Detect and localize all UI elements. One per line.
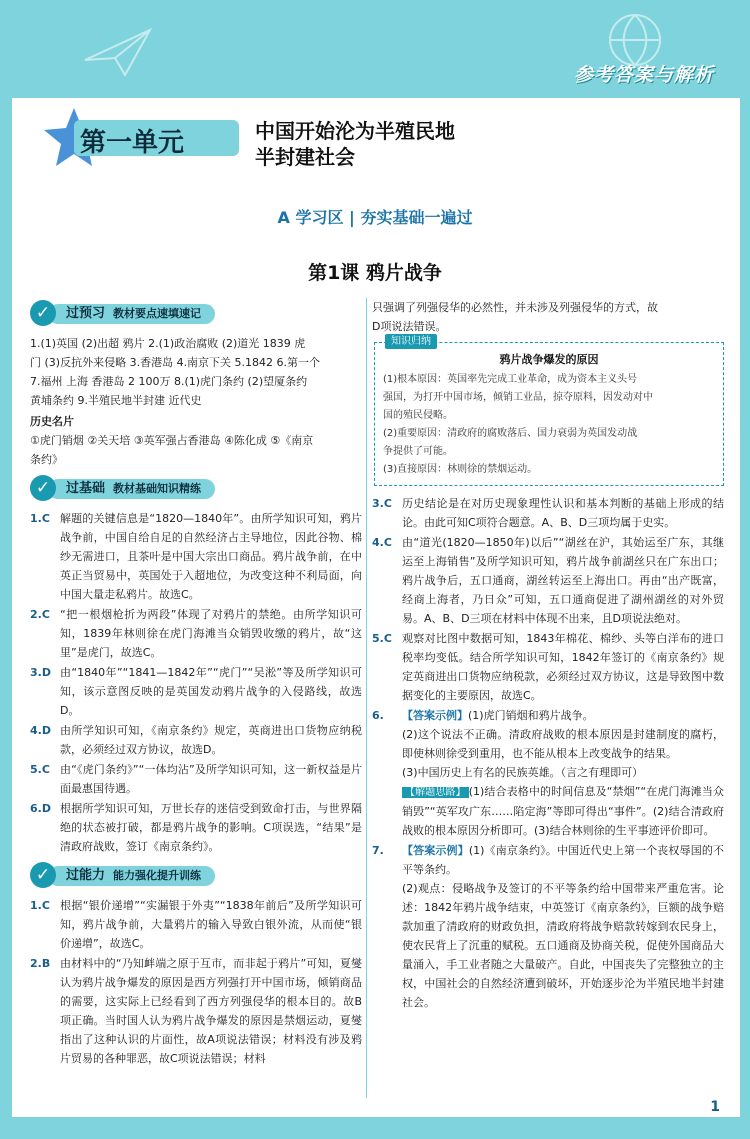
knowledge-box: 知识归纳 鸦片战争爆发的原因 (1)根本原因：英国率先完成工业革命，成为资本主义头号 强国，为打开中国市场，倾销工业品，掠夺原料，因发动对中 国的殖民侵略。 (2)重要原因：清政府的腐败落后、国力衰弱为英国发动战 争提供了可能。 (3)直接原因：林则徐的禁烟运动。 <box>374 342 724 486</box>
check-icon: ✓ <box>30 300 56 326</box>
section-pill: 过基础 教材基础知识精练 <box>48 479 215 499</box>
answer-item: 1.C 解题的关键信息是“1820—1840年”。由所学知识可知，鸦片战争前，中国自给自足的自然经济占主导地位，因此谷物、棉纱无需进口，且茶叶是中国大宗出口商品。鸦片战争前，在中英正当贸易中，英国处于入超地位，为改变这种不利局面，向中国大量走私鸦片。故选C。 <box>30 512 362 601</box>
right-border <box>740 98 750 1118</box>
section-preview <box>30 300 362 328</box>
preview-answers: 1.(1)英国 (2)出超 鸦片 2.(1)政治腐败 (2)道光 1839 虎 门 (3)反抗外来侵略 3.香港岛 4.南京下关 5.1842 6.第一个 7.福州 上海 香港岛 2 100万 8.(1)虎门条约 (2)望厦条约 黄埔条约 9.半殖民地半封建 近代史 <box>30 337 321 407</box>
section-basic <box>30 475 362 503</box>
hint-tag: 【解题思路】 <box>402 787 469 798</box>
knowledge-title: 鸦片战争爆发的原因 <box>499 353 599 366</box>
answer-item-7: 7. 【答案示例】(1)《南京条约》。中国近代史上第一个丧权辱国的不平等条约。 (2)观点：侵略战争及签订的不平等条约给中国带来严重危害。论述：1842年鸦片战争结束，中英签订《南京条约》，巨额的战争赔款加重了清政府的财政负担，清政府将战争赔款转嫁到农民身上，使农民背上了沉重的赋税。五口通商及协商关税，促使外国商品大量涌入，手工业者随之大量破产。自此，中国丧失了完整独立的主权，中国社会的自然经济遭到破坏，开始逐步沦为半殖民地半封建社会。 <box>372 844 724 1009</box>
answer-tag: 【答案示例】 <box>402 844 469 857</box>
unit-label: 第一单元 <box>80 128 185 158</box>
lesson-title: 第1课 鸦片战争 <box>308 262 442 284</box>
answer-item: 3.C 历史结论是在对历史现象理性认识和基本判断的基础上形成的结论。由此可知C项符合题意。A、B、D三项均属于史实。 <box>372 497 724 529</box>
section-ability <box>30 862 362 890</box>
footer-band <box>0 1117 750 1139</box>
answer-tag: 【答案示例】 <box>402 709 468 722</box>
check-icon: ✓ <box>30 475 56 501</box>
check-icon: ✓ <box>30 862 56 888</box>
right-column: 只强调了列强侵华的必然性，并未涉及列强侵华的方式，故 D项说法错误。 知识归纳 鸦片战争爆发的原因 (1)根本原因：英国率先完成工业革命，成为资本主义头号 强国，为打开中国市场，倾销工业品，掠夺原料，因发动对中 国的殖民侵略。 (2)重要原因：清政府的腐败落后、国力衰弱为英国发动战 争提供了可能。 (3)直接原因：林则徐的禁烟运动。 3.C 历史结论是在对历史现象理性认识和基本判断的基础上形成的结论。由此可知C项符合题意。A、B、D三项均属于史实。 4.C 由“道光(1820—1850年)以后”“湖丝在沪，其始运至广东，其继运至上海销售”及所学知识可知，鸦片战争前湖丝只在广东出口；鸦片战争后，五口通商，湖丝转运至上海出口。再由“出产既富，经商上海者，乃日众”可知，五口通商促进了湖州湖丝的对外贸易。A、B、D三项在材料中体现不出来，且D项说法绝对。 5.C 观察对比图中数据可知，1843年棉花、棉纱、头等白洋布的进口税率均变低。结合所学知识可知，1842年签订的《南京条约》规定英商进出口货物应纳税款，必须经过双方协议，这是导致图中数据变化的主要原因，故选C。 6. 【答案示例】(1)虎门销烟和鸦片战争。 (2)这个说法不正确。清政府战败的根本原因是封建制度的腐朽，即使林则徐受到重用，也不能从根本上改变战争的结果。 (3)中国历史上有名的民族英雄。（言之有理即可） 【解题思路】 (1)结合表格中的时间信息及“禁烟”“在虎门海滩当众销毁”“英军攻广东……陷定海”等即可得出“事件”。(2)结合清政府战败的根本原因分析即可。(3)结合林则徐的生平事迹评价即可。 7. 【答案示例】(1)《南京条约》。中国近代史上第一个丧权辱国的不平等条约。 (2)观点：侵略战争及签订的不平等条约给中国带来严重危害。论述：1842年鸦片战争结束，中英签订《南京条约》，巨额的战争赔款加重了清政府的财政负担，清政府将战争赔款转嫁到农民身上，使农民背上了沉重的赋税。五口通商及协商关税，促使外国商品大量涌入，手工业者随之大量破产。自此，中国丧失了完整独立的主权，中国社会的自然经济遭到破坏，开始逐步沦为半殖民地半封建社会。 <box>372 298 724 1013</box>
answer-item: 2.B 由材料中的“乃知衅端之原于互市，而非起于鸦片”可知，夏燮认为鸦片战争爆发的原因是西方列强打开中国市场，倾销商品的需要，这实际上已经看到了西方列强侵华的根本目的。故B项正确。当时国人认为鸦片战争爆发的原因是禁烟运动，夏燮指出了这种认识的片面性，故A项说法错误；材料没有涉及鸦片贸易的各种罪恶，故C项说法错误；材料 <box>30 957 362 1065</box>
unit-title <box>255 118 455 170</box>
answer-item-6: 6. 【答案示例】(1)虎门销烟和鸦片战争。 (2)这个说法不正确。清政府战败的根本原因是封建制度的腐朽，即使林则徐受到重用，也不能从根本上改变战争的结果。 (3)中国历史上有名的民族英雄。（言之有理即可） 【解题思路】 (1)结合表格中的时间信息及“禁烟”“在虎门海滩当众销毁”“英军攻广东……陷定海”等即可得出“事件”。(2)结合清政府战败的根本原因分析即可。(3)结合林则徐的生平事迹评价即可。 <box>372 709 724 837</box>
answer-item: 5.C 观察对比图中数据可知，1843年棉花、棉纱、头等白洋布的进口税率均变低。结合所学知识可知，1842年签订的《南京条约》规定英商进出口货物应纳税款，必须经过双方协议，这是导致图中数据变化的主要原因，故选C。 <box>372 632 724 702</box>
section-pill: 过能力 能力强化提升训练 <box>48 866 215 886</box>
paper-plane-icon <box>80 20 160 80</box>
brand-title: 参考答案与解析 <box>573 64 714 86</box>
left-border <box>0 98 12 1118</box>
answer-item: 3.D 由“1840年”“1841—1842年”“虎门”“吴淞”等及所学知识可知，该示意图反映的是英国发动鸦片战争的入侵路线，故选D。 <box>30 666 362 717</box>
section-pill: 过预习 教材要点速填速记 <box>48 304 215 324</box>
answer-item: 4.D 由所学知识可知，《南京条约》规定，英商进出口货物应纳税款，必须经过双方协议，故选D。 <box>30 724 362 756</box>
answer-item: 6.D 根据所学知识可知，万世长存的迷信受到致命打击，与世界隔绝的状态被打破，都是鸦片战争的影响。C项误选，“结果”是清政府战败，签订《南京条约》。 <box>30 802 362 853</box>
names-answers: ①虎门销烟 ②关天培 ③英军强占香港岛 ④陈化成 ⑤《南京 条约》 <box>30 434 314 466</box>
answer-item: 1.C 根据“银价递增”“实漏银于外夷”“1838年前后”及所学知识可知，鸦片战争前，大量鸦片的输入导致白银外流，从而使“银价递增”，故选C。 <box>30 899 362 950</box>
zone-title: A 学习区 | 夯实基础一遍过 <box>277 208 473 227</box>
answer-item: 2.C “把一根烟枪折为两段”体现了对鸦片的禁绝。由所学知识可知，1839年林则徐在虎门海滩当众销毁收缴的鸦片，故“这里”是虎门，故选C。 <box>30 608 362 659</box>
left-column <box>30 298 362 1069</box>
answer-item: 5.C 由“《虎门条约》”“一体均沾”及所学知识可知，这一新权益是片面最惠国待遇。 <box>30 763 362 795</box>
names-title: 历史名片 <box>30 415 74 428</box>
unit-title-line1: 中国开始沦为半殖民地 <box>255 119 455 143</box>
unit-title-line2: 半封建社会 <box>255 145 355 169</box>
answer-item: 4.C 由“道光(1820—1850年)以后”“湖丝在沪，其始运至广东，其继运至上海销售”及所学知识可知，鸦片战争前湖丝只在广东出口；鸦片战争后，五口通商，湖丝转运至上海出口。再由“出产既富，经商上海者，乃日众”可知，五口通商促进了湖州湖丝的对外贸易。A、B、D三项在材料中体现不出来，且D项说法绝对。 <box>372 536 724 625</box>
knowledge-tag: 知识归纳 <box>385 334 437 349</box>
column-divider <box>366 298 367 1098</box>
page-number: 1 <box>710 1099 720 1115</box>
